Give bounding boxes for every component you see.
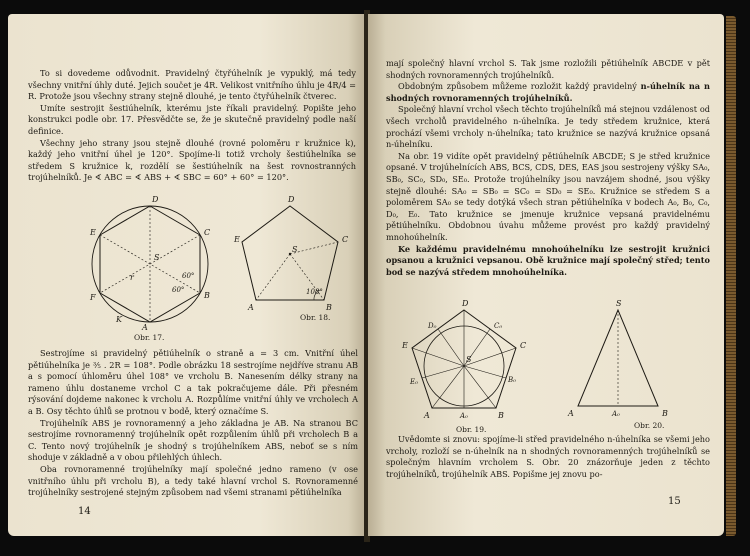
fig17-label-D: D xyxy=(152,195,159,204)
right-para-4: Na obr. 19 vidíte opět pravidelný pětiúhelník ABCDE; S je střed kružnice opsané. V trojúhelnících ABS, BCS, CDS, DES, EAS jsou sestrojeny výšky SA₀, SB₀, SC₀, SD₀, SE₀. Protože trojúhelníky jsou navzájem shodné, jsou výšky stejně dlouhé: SA₀ = SB₀ = SC₀ = SD₀ = SE₀. Kružnice se středem S a poloměrem SA₀ se tedy dotýká všech stran pětiúhelníka v bodech A₀, B₀, C₀, D₀, E₀. Tato kružnice se jmenuje kružnice vepsaná pravidelnému pětiúhelníku. Obdobnou úvahu můžeme provést pro každý pravidelný mnohoúhelník. xyxy=(386,150,710,242)
fig19-label-E0: E₀ xyxy=(410,378,418,386)
left-text-bottom xyxy=(28,348,358,499)
left-para-3: Všechny jeho strany jsou stejně dlouhé (rovné poloměru r kružnice k), každý jeho vnitřní úhel je 120°. Spojíme-li totiž vrcholy šestiúhelníka se středem S kružnice k, rozdělí se šestiúhelník na šest rovnostranných trojúhelníků. Je ∢ ABC = ∢ ABS + ∢ SBC = 60° + 60° = 120°. xyxy=(28,137,356,183)
fig20-label-A0: A₀ xyxy=(612,410,620,418)
left-text-top xyxy=(28,68,356,184)
left-para-6: Oba rovnoramenné trojúhelníky mají společné jedno rameno (v ose vnitřního úhlu při vrcholu B), a tedy také hlavní vrchol S. Rovnoramenné trojúhelníky sestrojené stejným způsobem nad všemi stranami pětiúhelníka xyxy=(28,463,358,498)
fig17-label-C: C xyxy=(204,228,211,237)
fig19-label-D0: D₀ xyxy=(428,322,437,330)
fig17-label-A: A xyxy=(142,323,148,332)
fig17-caption: Obr. 17. xyxy=(134,333,165,342)
fig19-label-A0: A₀ xyxy=(460,412,468,420)
fig17-label-E: E xyxy=(90,228,96,237)
fig17-angle-1: 60° xyxy=(182,272,195,280)
figure-20-triangle xyxy=(564,299,674,434)
fig17-angle-2: 60° xyxy=(172,286,185,294)
fig18-label-S: S xyxy=(292,245,298,254)
fig19-label-A: A xyxy=(424,411,430,420)
figure-18-pentagon xyxy=(234,194,364,324)
fig17-label-r: r xyxy=(130,273,134,282)
fig17-diagonals xyxy=(100,206,200,322)
fig19-label-D: D xyxy=(462,299,469,308)
left-para-4: Sestrojíme si pravidelný pětiúhelník o straně a = 3 cm. Vnitřní úhel pětiúhelníka je ⅗ . 2R = 108°. Podle obrázku 18 sestrojíme nejdříve stranu AB a s pomocí úhloměru úhel 108° ve vrcholu B. Nanesením délky strany na rameno úhlu dostaneme vrchol C a tak pokračujeme dále. Při přesném rýsování dojdeme nakonec k vrcholu A. Rozpůlíme vnitřní úhly ve vrcholech A a B. Osy těchto úhlů se protnou v bodě, který označíme S. xyxy=(28,348,358,416)
fig18-label-A: A xyxy=(248,303,254,312)
fig19-label-C0: C₀ xyxy=(494,322,503,330)
fig18-label-B: B xyxy=(326,303,332,312)
fig19-label-C: C xyxy=(520,341,527,350)
fig19-label-E: E xyxy=(402,341,408,350)
fig17-label-F: F xyxy=(90,293,96,302)
right-para-3: Společný hlavní vrchol všech těchto trojúhelníků má stejnou vzdálenost od všech vrcholů pravidelného n-úhelníka. Je tedy středem kružnice, která prochází všemi vrcholy n-úhelníka; tato kružnice se nazývá kružnice opsaná n-úhelníku. xyxy=(386,104,710,150)
figure-19-pentagon-inscribed xyxy=(402,299,532,434)
fig17-label-K: K xyxy=(116,315,122,324)
fig20-label-S: S xyxy=(616,299,622,308)
right-para-2: Obdobným způsobem můžeme rozložit každý pravidelný n-úhelník na n shodných rovnoramenných trojúhelníků. xyxy=(386,81,711,103)
right-page-number: 15 xyxy=(668,496,681,507)
left-para-5: Trojúhelník ABS je rovnoramenný a jeho základna je AB. Na stranou BC sestrojíme rovnoramenný trojúhelník opět rozpůlením úhlů při vrcholech B a C. Tento nový trojúhelník je shodný s trojúhelníkem ABS, neboť se s ním shoduje v základně a v obou přilehlých úhlech. xyxy=(28,417,358,463)
fig18-label-D: D xyxy=(288,195,295,204)
left-page-number: 14 xyxy=(78,506,91,517)
fig17-label-B: B xyxy=(204,291,210,300)
right-text-top xyxy=(386,58,710,278)
right-para-1: mají společný hlavní vrchol S. Tak jsme rozložili pětiúhelník ABCDE v pět shodných rovnoramenných trojúhelníků. xyxy=(386,58,710,80)
fig20-caption: Obr. 20. xyxy=(634,421,665,430)
right-text-bottom xyxy=(386,434,710,480)
fig19-caption: Obr. 19. xyxy=(456,425,487,434)
fig18-angle: 108° xyxy=(306,288,323,296)
right-para-5: Ke každému pravidelnému mnohoúhelníku lze sestrojit kružnici opsanou a kružnici vepsanou. Obě kružnice mají společný střed; tento bod se nazývá středem mnohoúhelníka. xyxy=(386,243,710,277)
fig19-label-B0: B₀ xyxy=(508,376,516,384)
figure-17-hexagon xyxy=(86,188,226,342)
page-edges xyxy=(726,16,736,536)
right-page xyxy=(368,14,724,536)
fig19-label-S: S xyxy=(466,355,472,364)
left-page xyxy=(8,14,366,536)
fig18-label-C: C xyxy=(342,235,349,244)
left-para-1: To si dovedeme odůvodnit. Pravidelný čtyřúhelník je vypuklý, má tedy všechny vnitřní úhly duté. Jejich součet je 4R. Velikost vnitřního úhlu je 4R/4 = R. Protože jsou všechny strany stejně dlouhé, je tento čtyřúhelník čtverec. xyxy=(28,68,357,102)
fig20-label-B: B xyxy=(662,409,668,418)
fig20-label-A: A xyxy=(568,409,574,418)
fig18-label-E: E xyxy=(234,235,240,244)
fig19-label-B: B xyxy=(498,411,504,420)
fig17-label-S: S xyxy=(154,253,160,262)
left-para-2: Umíte sestrojit šestiúhelník, kterému jste říkali pravidelný. Popište jeho konstrukci podle obr. 17. Přesvědčte se, že je skutečně pravidelný podle naší definice. xyxy=(28,102,356,136)
fig18-caption: Obr. 18. xyxy=(300,313,331,322)
right-para-6: Uvědomte si znovu: spojíme-li střed pravidelného n-úhelníka se všemi jeho vrcholy, rozloží se n-úhelník na n shodných rovnoramenných trojúhelníků se společným hlavním vrcholem S. Obr. 20 znázorňuje jeden z těchto trojúhelníků, trojúhelník ABS. Popišme jej znovu po- xyxy=(386,434,710,479)
